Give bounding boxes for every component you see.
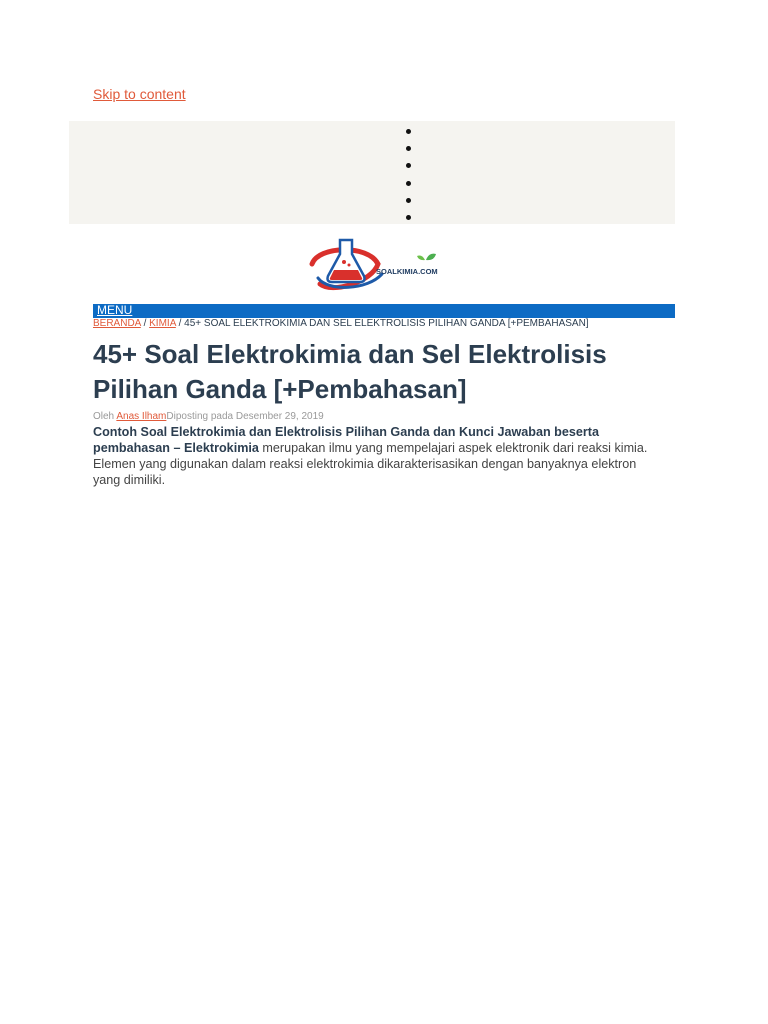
by-label: Oleh <box>93 411 117 422</box>
bubble <box>348 264 351 267</box>
article-intro <box>93 424 653 488</box>
menu-button[interactable]: MENU <box>97 303 133 317</box>
posted-label: Diposting pada <box>166 411 236 422</box>
top-navigation-bar <box>69 121 675 224</box>
flask-liquid <box>330 270 363 280</box>
breadcrumb-current: 45+ SOAL ELEKTROKIMIA DAN SEL ELEKTROLISIS PILIHAN GANDA [+PEMBAHASAN] <box>184 318 589 329</box>
leaf-icon <box>426 254 436 261</box>
logo-text: SOALKIMIA.COM <box>376 267 438 276</box>
breadcrumb-home-link[interactable]: BERANDA <box>93 318 141 329</box>
intro-bold-text: Contoh Soal Elektrokimia dan Elektrolisis Pilihan Ganda dan Kunci Jawaban beserta pembahasan – Elektrokimia <box>93 425 599 455</box>
skip-to-content-link[interactable]: Skip to content <box>93 86 186 102</box>
menu-bar[interactable] <box>93 304 675 318</box>
breadcrumb-separator: / <box>175 318 185 329</box>
breadcrumb-separator: / <box>140 318 150 329</box>
breadcrumb-category-link[interactable]: KIMIA <box>149 318 176 329</box>
bubble <box>342 260 346 264</box>
leaf-icon <box>417 256 425 261</box>
article-title: 45+ Soal Elektrokimia dan Sel Elektrolisis Pilihan Ganda [+Pembahasan] <box>93 339 607 404</box>
site-logo[interactable] <box>308 234 448 296</box>
breadcrumb <box>93 318 589 329</box>
post-date: Desember 29, 2019 <box>235 411 324 422</box>
author-link[interactable]: Anas Ilham <box>116 411 167 422</box>
article-meta <box>93 411 324 422</box>
intro-text: merupakan ilmu yang mempelajari aspek elektronik dari reaksi kimia. Elemen yang digunakan dalam reaksi elektrokimia dikarakterisasikan dengan banyaknya elektron yang dimiliki. <box>93 441 648 487</box>
